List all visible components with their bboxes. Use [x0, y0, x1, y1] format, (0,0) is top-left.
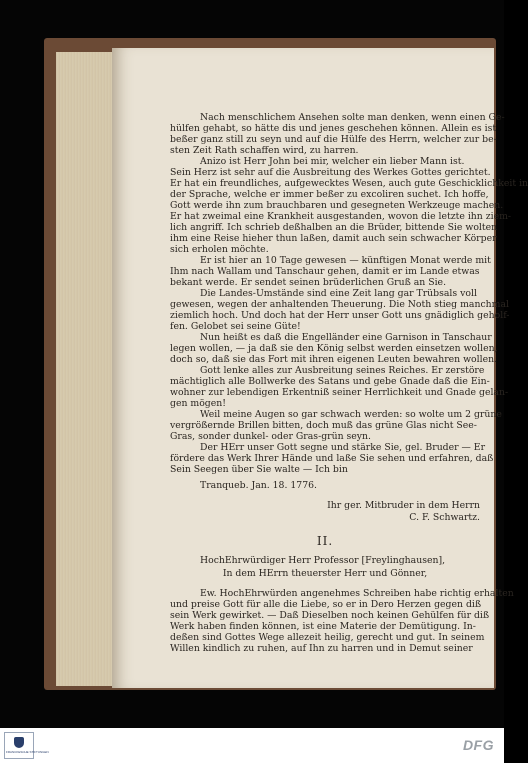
- text-line: hülfen gehabt, so hätte dis und jenes geschehen können. Allein es ist: [170, 123, 497, 134]
- text-line: fördere das Werk Ihrer Hände und laße Sie sehen und erfahren, daß: [170, 453, 494, 464]
- text-line: sten Zeit Rath schaffen wird, zu harren.: [170, 145, 359, 156]
- text-line: Nun heißt es daß die Engelländer eine Garnison in Tanschaur: [200, 332, 492, 343]
- text-line: Die Landes-Umstände sind eine Zeit lang gar Trübsals voll: [200, 288, 477, 299]
- text-line: Er hat zweimal eine Krankheit ausgestanden, wovon die letzte ihn ziem-: [170, 211, 512, 222]
- crest-icon: [14, 737, 24, 748]
- dfg-logo[interactable]: DFG: [462, 737, 494, 753]
- logo-text: FRANCKESCHE STIFTUNGEN: [6, 750, 49, 754]
- section-numeral: II.: [316, 534, 334, 548]
- text-line: Er hat ein freundliches, aufgewecktes Wesen, auch gute Geschicklichkeit in: [170, 178, 528, 189]
- text-line: lich angriff. Ich schrieb deßhalben an die Brüder, bittende Sie wolten: [170, 222, 498, 233]
- closing-line: Ihr ger. Mitbruder in dem Herrn: [327, 500, 480, 511]
- text-line: Gott werde ihn zum brauchbaren und gesegneten Werkzeuge machen.: [170, 200, 504, 211]
- text-line: Sein Seegen über Sie walte — Ich bin: [170, 464, 348, 475]
- text-line: sich erholen möchte.: [170, 244, 269, 255]
- text-line: beßer ganz still zu seyn und auf die Hülfe des Herrn, welcher zur be-: [170, 134, 497, 145]
- text-line: ihm eine Reise hieher thun laßen, damit auch sein schwacher Körper: [170, 233, 497, 244]
- text-line: Nach menschlichem Ansehen solte man denken, wenn einen Ge-: [200, 112, 505, 123]
- text-line: Er ist hier an 10 Tage gewesen — künftigen Monat werde mit: [200, 255, 491, 266]
- text-line: der Sprache, welche er immer beßer zu excoliren suchet. Ich hoffe,: [170, 189, 489, 200]
- text-line: Werk haben finden können, ist eine Materie der Demütigung. In-: [170, 621, 476, 632]
- text-line: deßen sind Gottes Wege allezeit heilig, gerecht und gut. In seinem: [170, 632, 485, 643]
- addressee: HochEhrwürdiger Herr Professor [Freylinghausen],: [200, 555, 446, 566]
- text-line: mächtiglich alle Bollwerke des Satans und gebe Gnade daß die Ein-: [170, 376, 490, 387]
- text-line: wohner zur lebendigen Erkentniß seiner Herrlichkeit und Gnade gelan-: [170, 387, 509, 398]
- book-page: [112, 48, 528, 688]
- signature: C. F. Schwartz.: [409, 512, 480, 523]
- text-line: Willen kindlich zu ruhen, auf Ihn zu harren und in Demut seiner: [170, 643, 473, 654]
- text-line: Weil meine Augen so gar schwach werden: so wolte um 2 grüne: [200, 409, 502, 420]
- text-line: ziemlich hoch. Und doch hat der Herr unser Gott uns gnädiglich geholf-: [170, 310, 510, 321]
- text-line: legen wollen, — ja daß sie den König selbst werden einsetzen wollen,: [170, 343, 498, 354]
- text-line: Sein Herz ist sehr auf die Ausbreitung des Werkes Gottes gerichtet.: [170, 167, 491, 178]
- text-line: fen. Gelobet sei seine Güte!: [170, 321, 301, 332]
- text-line: Ihm nach Wallam und Tanschaur gehen, damit er im Lande etwas: [170, 266, 480, 277]
- text-line: sein Werk gewirket. — Daß Dieselben noch keinen Gehülfen für diß: [170, 610, 490, 621]
- text-line: Der HErr unser Gott segne und stärke Sie, gel. Bruder — Er: [200, 442, 486, 453]
- salutation: In dem HErrn theuerster Herr und Gönner,: [222, 568, 428, 579]
- text-line: gewesen, wegen der anhaltenden Theuerung. Die Noth stieg manchmal: [170, 299, 509, 310]
- text-line: Ew. HochEhrwürden angenehmes Schreiben habe richtig erhalten: [200, 588, 514, 599]
- dateline: Tranqueb. Jan. 18. 1776.: [200, 480, 318, 491]
- text-line: Gott lenke alles zur Ausbreitung seines Reiches. Er zerstöre: [200, 365, 485, 376]
- text-line: gen mögen!: [170, 398, 226, 409]
- viewer-footer: [0, 728, 504, 763]
- text-line: doch so, daß sie das Fort mit ihren eigenen Leuten bewahren wollen.: [170, 354, 498, 365]
- page-edges: [56, 52, 115, 686]
- text-line: Anizo ist Herr John bei mir, welcher ein lieber Mann ist.: [200, 156, 465, 167]
- text-line: und preise Gott für alle die Liebe, so er in Dero Herzen gegen diß: [170, 599, 482, 610]
- text-line: vergrößernde Brillen bitten, doch muß das grüne Glas nicht See-: [170, 420, 477, 431]
- franckesche-stiftungen-logo[interactable]: [4, 732, 49, 759]
- text-line: bekant werde. Er sendet seinen brüderlichen Gruß an Sie.: [170, 277, 447, 288]
- text-line: Gras, sonder dunkel- oder Gras-grün seyn.: [170, 431, 372, 442]
